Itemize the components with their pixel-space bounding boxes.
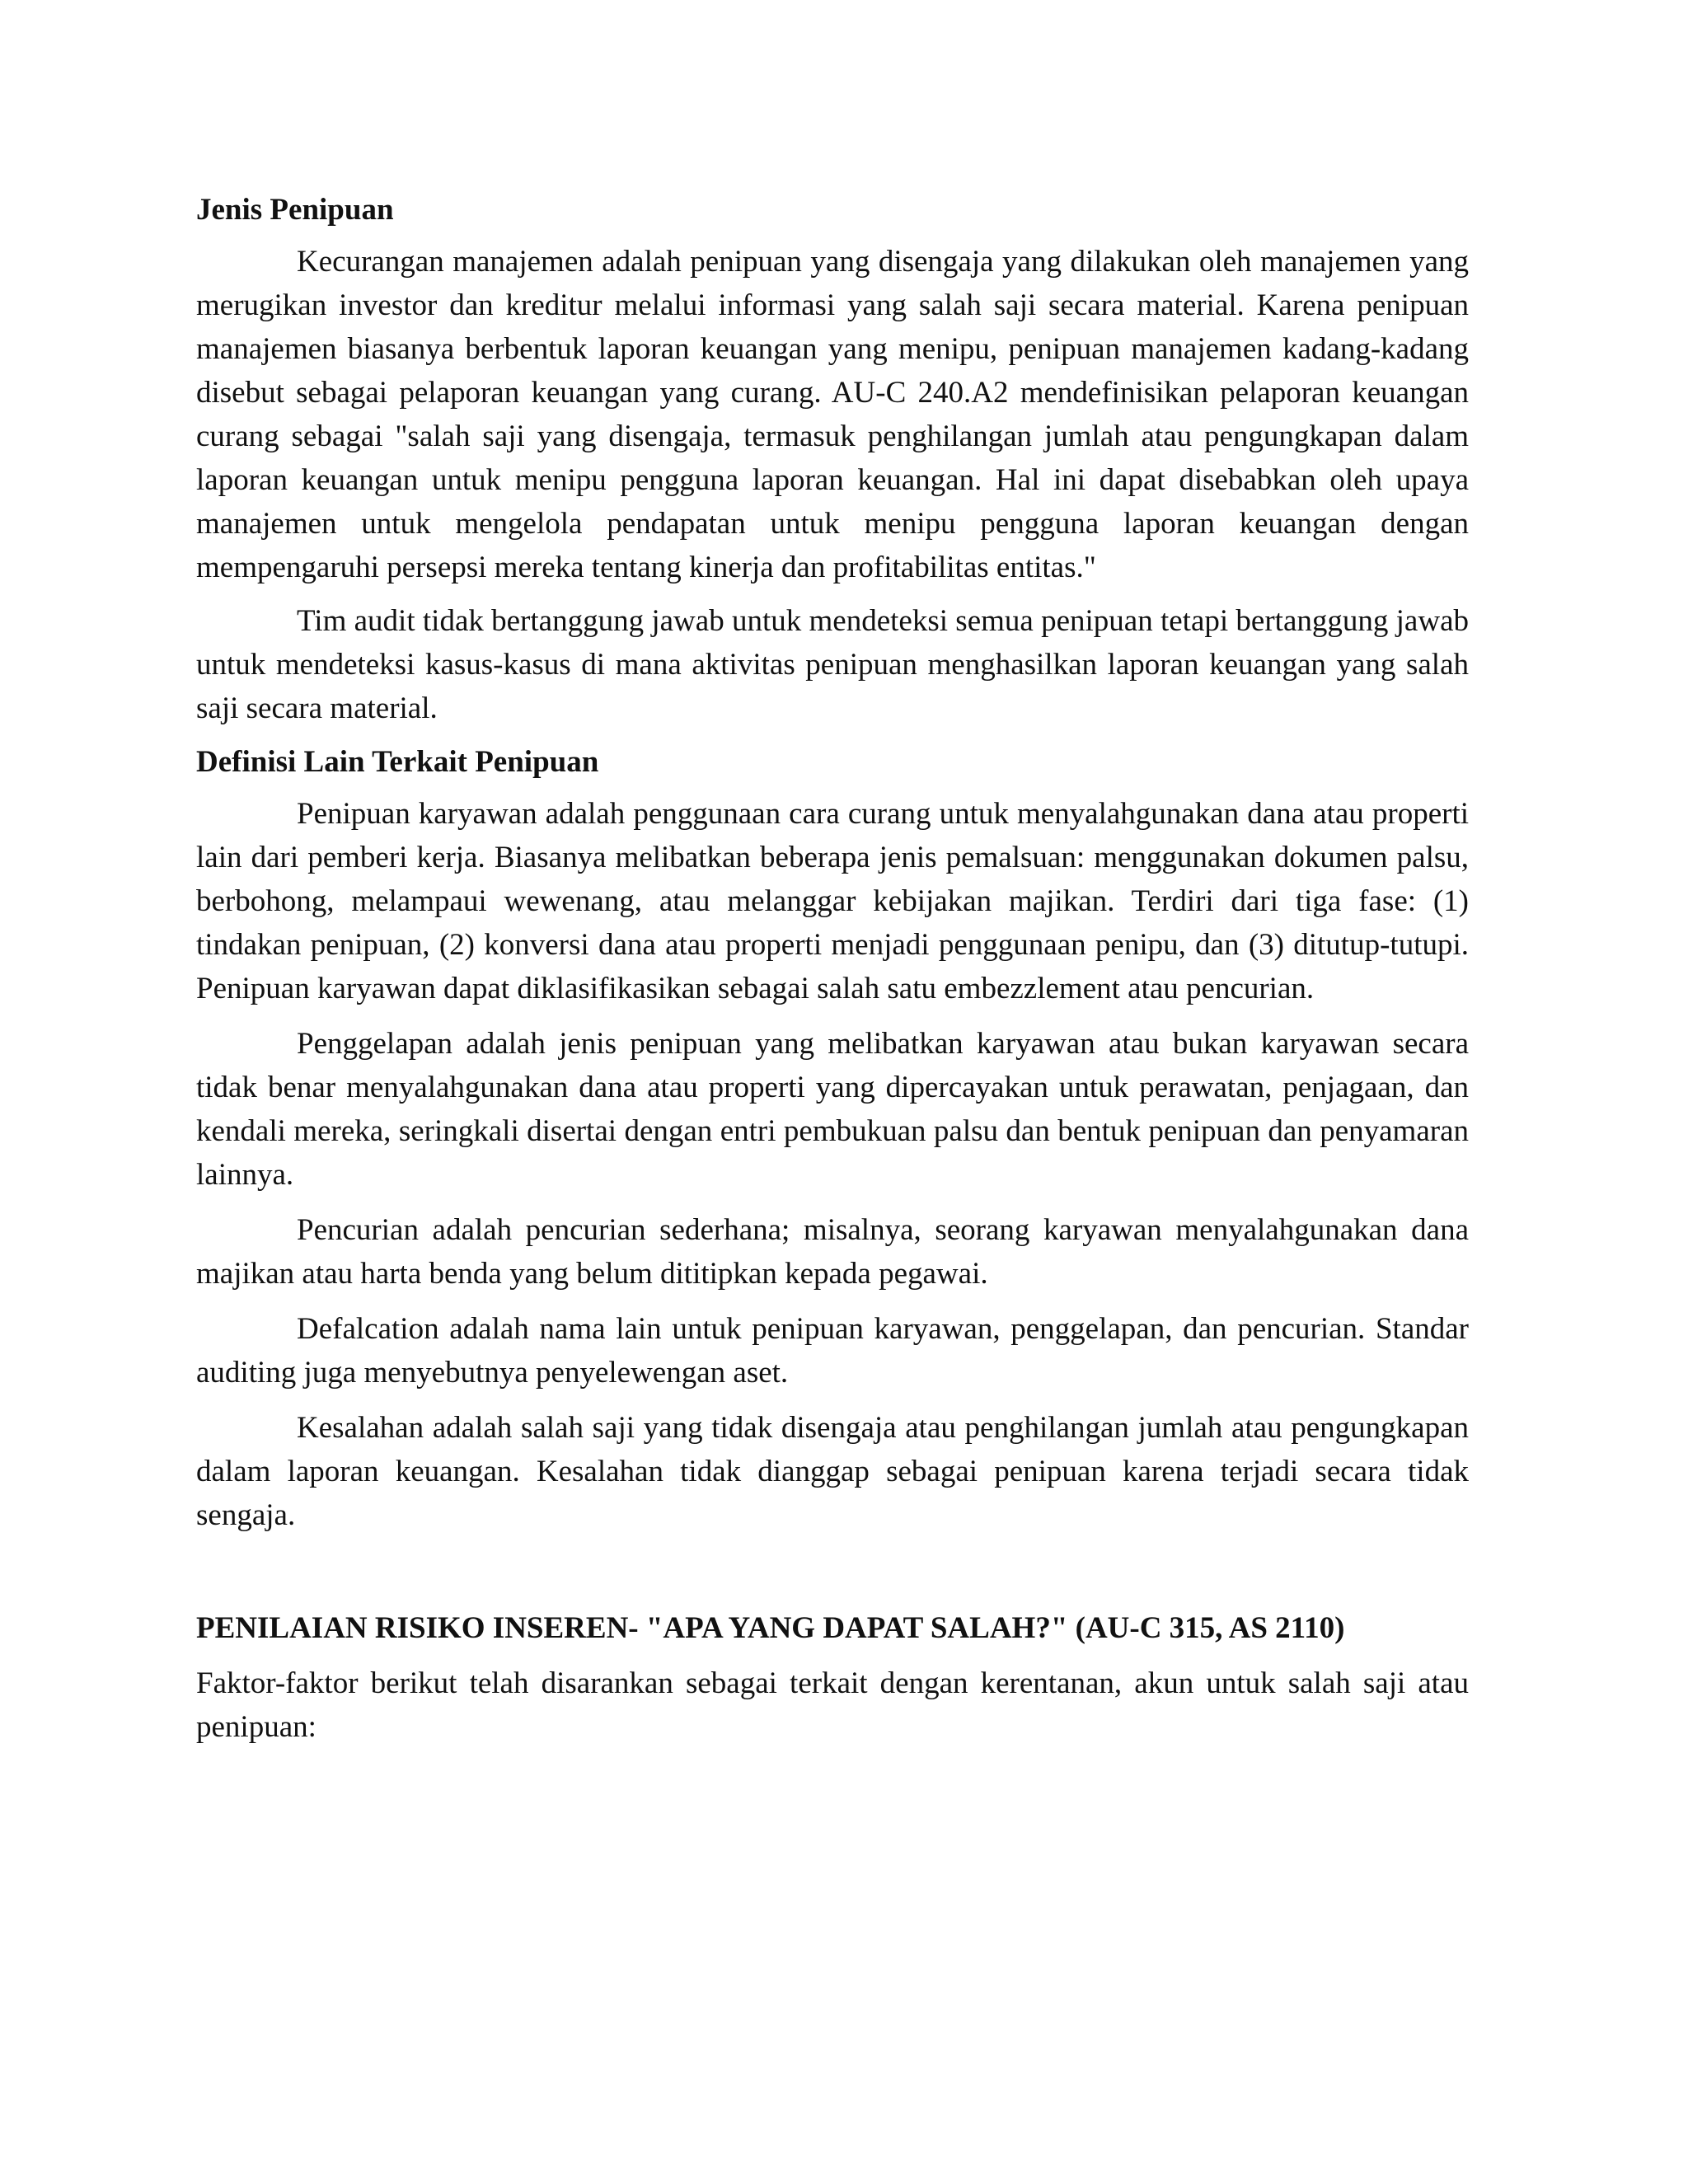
section-heading-definisi-lain: Definisi Lain Terkait Penipuan bbox=[196, 745, 599, 779]
paragraph-faktor-faktor: Faktor-faktor berikut telah disarankan sebagai terkait dengan kerentanan, akun untuk salah saji atau penipuan: bbox=[196, 1666, 1469, 1744]
paragraph-defalcation: Defalcation adalah nama lain untuk penipuan karyawan, penggelapan, dan pencurian. Standar auditing juga menyebutnya penyelewengan aset. bbox=[196, 1312, 1469, 1390]
section-heading-penilaian-risiko: PENILAIAN RISIKO INSEREN- "APA YANG DAPAT SALAH?" (AU-C 315, AS 2110) bbox=[196, 1611, 1345, 1645]
document-page bbox=[196, 188, 1469, 1749]
section-heading-jenis-penipuan: Jenis Penipuan bbox=[196, 193, 394, 227]
paragraph-penipuan-karyawan: Penipuan karyawan adalah penggunaan cara curang untuk menyalahgunakan dana atau properti lain dari pemberi kerja. Biasanya melibatkan beberapa jenis pemalsuan: menggunakan dokumen palsu, berbohong, melampaui wewenang, atau melanggar kebijakan majikan. Terdiri dari tiga fase: (1) tindakan penipuan, (2) konversi dana atau properti menjadi penggunaan penipu, dan (3) ditutup-tutupi. Penipuan karyawan dapat diklasifikasikan sebagai salah satu embezzlement atau pencurian. bbox=[196, 797, 1469, 1005]
paragraph-tim-audit: Tim audit tidak bertanggung jawab untuk mendeteksi semua penipuan tetapi bertanggung jawab untuk mendeteksi kasus-kasus di mana aktivitas penipuan menghasilkan laporan keuangan yang salah saji secara material. bbox=[196, 604, 1469, 725]
paragraph-kesalahan: Kesalahan adalah salah saji yang tidak disengaja atau penghilangan jumlah atau pengungkapan dalam laporan keuangan. Kesalahan tidak dianggap sebagai penipuan karena terjadi secara tidak sengaja. bbox=[196, 1411, 1469, 1532]
paragraph-penggelapan: Penggelapan adalah jenis penipuan yang melibatkan karyawan atau bukan karyawan secara tidak benar menyalahgunakan dana atau properti yang dipercayakan untuk perawatan, penjagaan, dan kendali mereka, seringkali disertai dengan entri pembukuan palsu dan bentuk penipuan dan penyamaran lainnya. bbox=[196, 1027, 1469, 1192]
paragraph-pencurian: Pencurian adalah pencurian sederhana; misalnya, seorang karyawan menyalahgunakan dana majikan atau harta benda yang belum dititipkan kepada pegawai. bbox=[196, 1213, 1469, 1291]
paragraph-kecurangan-manajemen: Kecurangan manajemen adalah penipuan yang disengaja yang dilakukan oleh manajemen yang merugikan investor dan kreditur melalui informasi yang salah saji secara material. Karena penipuan manajemen biasanya berbentuk laporan keuangan yang menipu, penipuan manajemen kadang-kadang disebut sebagai pelaporan keuangan yang curang. AU-C 240.A2 mendefinisikan pelaporan keuangan curang sebagai "salah saji yang disengaja, termasuk penghilangan jumlah atau pengungkapan dalam laporan keuangan untuk menipu pengguna laporan keuangan. Hal ini dapat disebabkan oleh upaya manajemen untuk mengelola pendapatan untuk menipu pengguna laporan keuangan dengan mempengaruhi persepsi mereka tentang kinerja dan profitabilitas entitas." bbox=[196, 245, 1469, 584]
